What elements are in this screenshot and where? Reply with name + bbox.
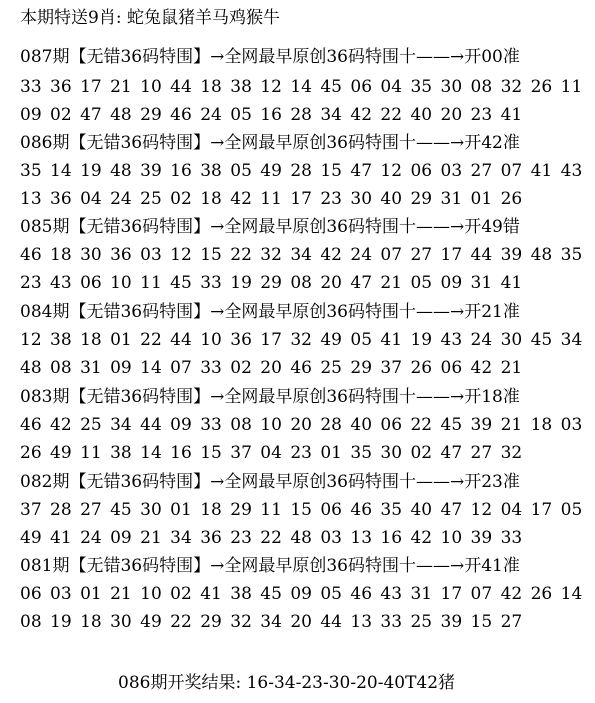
period-086-numbers-row-2: 13 36 04 24 25 02 18 42 11 17 23 30 40 29 31 01 26 (20, 189, 523, 209)
period-081-numbers-row-2: 08 19 18 30 49 22 29 32 34 20 44 13 33 25 39 15 27 (20, 612, 523, 632)
period-084-numbers-row-1: 12 38 18 01 22 44 10 36 17 32 49 05 41 19 43 24 30 45 34 (20, 330, 583, 350)
period-081-numbers-row-1: 06 03 01 21 10 02 41 38 45 09 05 46 43 31 17 07 42 26 14 (20, 584, 583, 604)
period-084-numbers-row-2: 48 08 31 09 14 07 33 02 20 46 25 29 37 26 06 42 21 (20, 358, 523, 378)
period-082-header: 082期【无错36码特围】→全网最早原创36码特围十——→开23准 (20, 472, 520, 492)
zodiac-header: 本期特送9肖: 蛇兔鼠猪羊马鸡猴牛 (20, 8, 280, 28)
period-082-numbers-row-2: 49 41 24 09 21 34 36 23 22 48 03 13 16 42 10 39 33 (20, 528, 523, 548)
period-086-numbers-row-1: 35 14 19 48 39 16 38 05 49 28 15 47 12 06 03 27 07 41 43 (20, 161, 583, 181)
period-084-header: 084期【无错36码特围】→全网最早原创36码特围十——→开21准 (20, 302, 520, 322)
period-085-numbers-row-2: 23 43 06 10 11 45 33 19 29 08 20 47 21 05 09 31 41 (20, 273, 523, 293)
period-085-header: 085期【无错36码特围】→全网最早原创36码特围十——→开49错 (20, 217, 520, 237)
period-087-numbers-row-1: 33 36 17 21 10 44 18 38 12 14 45 06 04 35 30 08 32 26 11 (20, 77, 583, 97)
period-083-numbers-row-2: 26 49 11 38 14 16 15 37 04 23 01 35 30 02 47 27 32 (20, 443, 523, 463)
period-087-header: 087期【无错36码特围】→全网最早原创36码特围十——→开00准 (20, 47, 520, 67)
period-086-header: 086期【无错36码特围】→全网最早原创36码特围十——→开42准 (20, 133, 520, 153)
period-082-numbers-row-1: 37 28 27 45 30 01 18 29 11 15 06 46 35 40 47 12 04 17 05 (20, 500, 583, 520)
period-081-header: 081期【无错36码特围】→全网最早原创36码特围十——→开41准 (20, 556, 520, 576)
period-085-numbers-row-1: 46 18 30 36 03 12 15 22 32 34 42 24 07 27 17 44 39 48 35 (20, 245, 583, 265)
period-083-numbers-row-1: 46 42 25 34 44 09 33 08 10 20 28 40 06 22 45 39 21 18 03 (20, 415, 583, 435)
period-087-numbers-row-2: 09 02 47 48 29 46 24 05 16 28 34 42 22 40 20 23 41 (20, 105, 523, 125)
period-083-header: 083期【无错36码特围】→全网最早原创36码特围十——→开18准 (20, 387, 520, 407)
draw-result: 086期开奖结果: 16-34-23-30-20-40T42猪 (118, 673, 456, 693)
